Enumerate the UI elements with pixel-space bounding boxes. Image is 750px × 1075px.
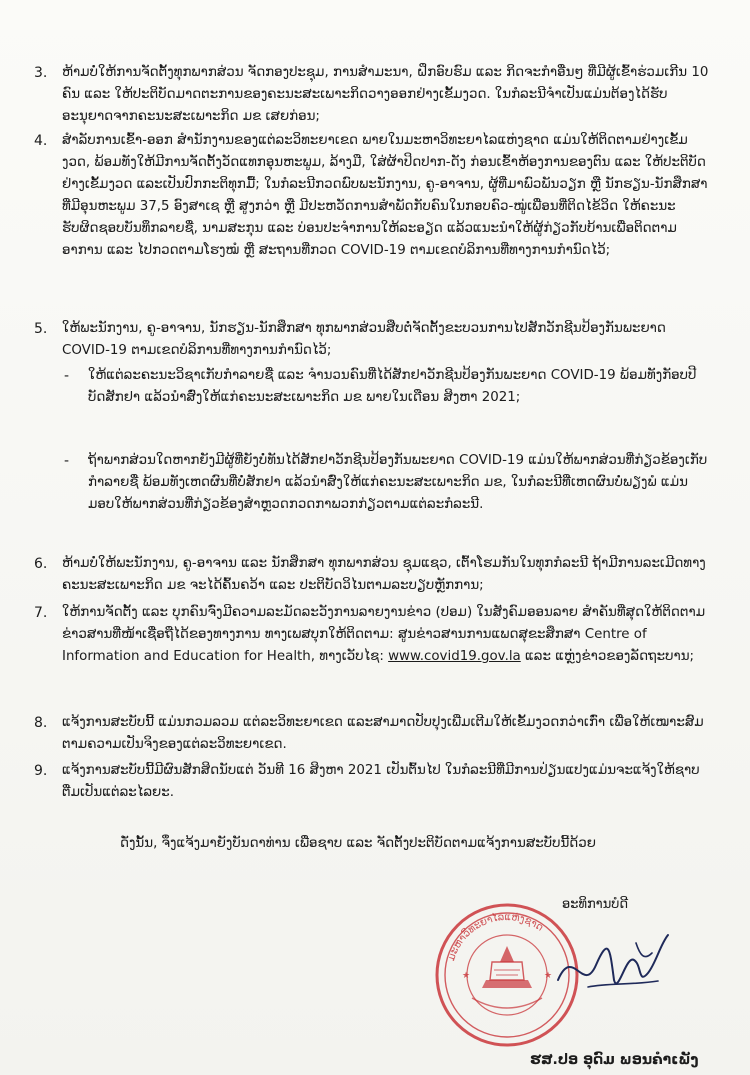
item-number: 8. bbox=[34, 715, 48, 731]
website-link[interactable]: www.covid19.gov.la bbox=[388, 649, 521, 664]
signature-icon bbox=[548, 925, 678, 1005]
item-text: ສຳລັບການເຂົ້າ-ອອກ ສຳນັກງານຂອງແຕ່ລະວິທະຍາເຂດ ພາຍໃນມະຫາວິທະຍາໄລແຫ່ງຊາດ ແມ່ນໃຫ້ຕິດຕາມຢ່າງເຂັ້ມງວດ, ພ້ອມທັງໃຫ້ມີການຈັດຕັ້ງວັດແທກອຸນຫະພູມ, ລ້າງມື, ໃສ່ຜ້າປິດປາກ-ດັງ ກ່ອນເຂົ້າຫ້ອງການຂອງຕົນ ແລະ ໃຫ້ປະຕິບັດຢ່າງເຂັ້ມງວດ ແລະເປັນປົກກະຕິທຸກມື້; ໃນກໍລະນີກວດພົບພະນັກງານ, ຄູ-ອາຈານ, ຜູ້ທີ່ມາພົວພັນວຽກ ຫຼື ນັກຮຽນ-ນັກສຶກສາ ທີ່ມີອຸນຫະພູມ 37,5 ອົງສາເຊ ຫຼື ສູງກວ່າ ຫຼື ມີປະຫວັດການສຳພັດກັບຄົນໃນກອບຄົວ-ໝູ່ເພື່ອນທີ່ຕິດໄຂ້ວິດ ໃຫ້ຄະນະຮັບຜິດຊອບບັນທຶກລາຍຊື່, ນາມສະກຸນ ແລະ ບ່ອນປະຈຳການໃຫ້ລະອຽດ ແລ້ວແນະນຳໃຫ້ຜູ້ກ່ຽວກັບບ້ານເພື່ອຕິດຕາມອາການ ແລະ ໄປກວດຕາມໂຮງໝໍ ຫຼື ສະຖານທີ່ກວດ COVID-19 ຕາມເຂດບໍລິການທີ່ທາງການກຳນົດໄວ້; bbox=[62, 133, 708, 258]
seal-ring-text: ມະຫາວິທະຍາໄລແຫ່ງຊາດ bbox=[446, 911, 546, 963]
closing-statement: ດັ່ງນັ້ນ, ຈຶ່ງແຈ້ງມາຍັງບັນດາທ່ານ ເພື່ອຊາບ ແລະ ຈັດຕັ້ງປະຕິບັດຕາມແຈ້ງການສະບັບນີ້ດ້ວຍ bbox=[120, 836, 596, 851]
svg-text:★: ★ bbox=[462, 971, 471, 981]
item-text: ແຈ້ງການສະບັບນີ້ ແມ່ນກວມລວມ ແຕ່ລະວິທະຍາເຂດ ແລະສາມາດປັບປຸງເພີ່ມເຕີມໃຫ້ເຂັ້ມງວດກວ່າເກົ່າ ເພື່ອໃຫ້ເໝາະສົມຕາມຄວາມເປັນຈິງຂອງແຕ່ລະວິທະຍາເຂດ. bbox=[62, 715, 704, 752]
svg-text:★: ★ bbox=[544, 971, 553, 981]
bullet-dash: - bbox=[64, 453, 70, 469]
item-number: 6. bbox=[34, 556, 48, 572]
signatory-title: ອະທິການບໍດີ bbox=[562, 897, 629, 912]
signatory-name: ຮສ.ປອ ອຸດົມ ພອນຄຳເພັງ bbox=[530, 1052, 699, 1068]
sub-item-text: ໃຫ້ແຕ່ລະຄະນະວິຊາເກັບກຳລາຍຊື່ ແລະ ຈຳນວນຄົນທີ່ໄດ້ສັກຢາວັກຊີນປ້ອງກັນພະຍາດ COVID-19 ພ້ອມທັງກັອບປີບັດສັກຢາ ແລ້ວນຳສົ່ງໃຫ້ແກ່ຄະນະສະເພາະກິດ ມຂ ພາຍໃນເດືອນ ສິງຫາ 2021; bbox=[88, 368, 697, 405]
item-text-before: ໃຫ້ການຈັດຕັ້ງ ແລະ ບຸກຄົນຈົ່ງມີຄວາມລະມັດລະວັງການລາຍງານຂ່າວ (ປອມ) ໃນສັງຄົມອອນລາຍ ສຳຄັນທີ່ສຸດໃຫ້ຕິດຕາມຂ່າວສານທີ່ໜ້າເຊື່ອຖືໄດ້ຂອງທາງການ ທາງເພສບຸກໃຫ້ຕິດຕາມ: ສູນຂ່າວສານການແພດສຸຂະສຶກສາ Centre of Information and Education for Health, ທາງເວັບໄຊ: bbox=[62, 605, 706, 664]
item-number: 4. bbox=[34, 133, 48, 149]
bullet-dash: - bbox=[64, 368, 70, 384]
item-text: ຫ້າມບໍ່ໃຫ້ການຈັດຕັ້ງທຸກພາກສ່ວນ ຈັດກອງປະຊຸມ, ການສຳມະນາ, ຝຶກອົບຮົມ ແລະ ກິດຈະກຳອື່ນໆ ທີ່ມີຜູ້ເຂົ້າຮ່ວມເກີນ 10 ຄົນ ແລະ ໃຫ້ປະຕິບັດມາດຕະການຂອງຄະນະສະເພາະກິດວາງອອກຢ່າງເຂັ້ມງວດ. ໃນກໍລະນີຈຳເປັນແມ່ນຕ້ອງໄດ້ຮັບອະນຸຍາດຈາກຄະນະສະເພາະກິດ ມຂ ເສຍກ່ອນ; bbox=[62, 65, 709, 124]
item-text: ໃຫ້ພະນັກງານ, ຄູ-ອາຈານ, ນັກຮຽນ-ນັກສຶກສາ ທຸກພາກສ່ວນສືບຕໍ່ຈັດຕັ້ງຂະບວນການໄປສັກວັກຊີນປ້ອງກັນພະຍາດ COVID-19 ຕາມເຂດບໍລິການທີ່ທາງການກຳນົດໄວ້; bbox=[62, 321, 666, 358]
sub-item-text: ຖ້າພາກສ່ວນໃດຫາກຍັງມີຜູ້ທີ່ຍັງບໍ່ທັນໄດ້ສັກຢາວັກຊີນປ້ອງກັນພະຍາດ COVID-19 ແມ່ນໃຫ້ພາກສ່ວນທີ່ກ່ຽວຂ້ອງເກັບກຳລາຍຊື່ ພ້ອມທັງເຫດຜົນທີ່ບໍ່ສັກຢາ ແລ້ວນຳສົ່ງໃຫ້ແກ່ຄະນະສະເພາະກິດ ມຂ, ໃນກໍລະນີທີ່ເຫດຜົນບໍ່ພຽງພໍ ແມ່ນມອບໃຫ້ພາກສ່ວນທີ່ກ່ຽວຂ້ອງສຳຫຼວດກວດກາພວກກ່ຽວຕາມແຕ່ລະກໍລະນີ. bbox=[88, 453, 708, 512]
item-text-after: ແລະ ແຫຼ່ງຂ່າວຂອງລັດຖະບານ; bbox=[520, 649, 695, 664]
item-text: ຫ້າມບໍ່ໃຫ້ພະນັກງານ, ຄູ-ອາຈານ ແລະ ນັກສຶກສາ ທຸກພາກສ່ວນ ຊຸມແຊວ, ເຕົ້າໂຮມກັນໃນທຸກກໍລະນີ ຖ້າມີການລະເມີດທາງຄະນະສະເພາະກິດ ມຂ ຈະໄດ້ຄົ້ນຄວ້າ ແລະ ປະຕິບັດວິໄນຕາມລະບຽບຫຼັກການ; bbox=[62, 556, 706, 593]
item-text: ແຈ້ງການສະບັບນີ້ມີຜົນສັກສິດນັບແຕ່ ວັນທີ 16 ສິງຫາ 2021 ເປັນຕົ້ນໄປ ໃນກໍລະນີທີ່ມີການປ່ຽນແປງແມ່ນຈະແຈ້ງໃຫ້ຊາບຕື່ມເປັນແຕ່ລະໄລຍະ. bbox=[62, 763, 700, 800]
item-number: 7. bbox=[34, 605, 48, 621]
item-number: 9. bbox=[34, 763, 48, 779]
item-number: 3. bbox=[34, 65, 48, 81]
item-number: 5. bbox=[34, 321, 48, 337]
item-text bbox=[62, 602, 712, 668]
